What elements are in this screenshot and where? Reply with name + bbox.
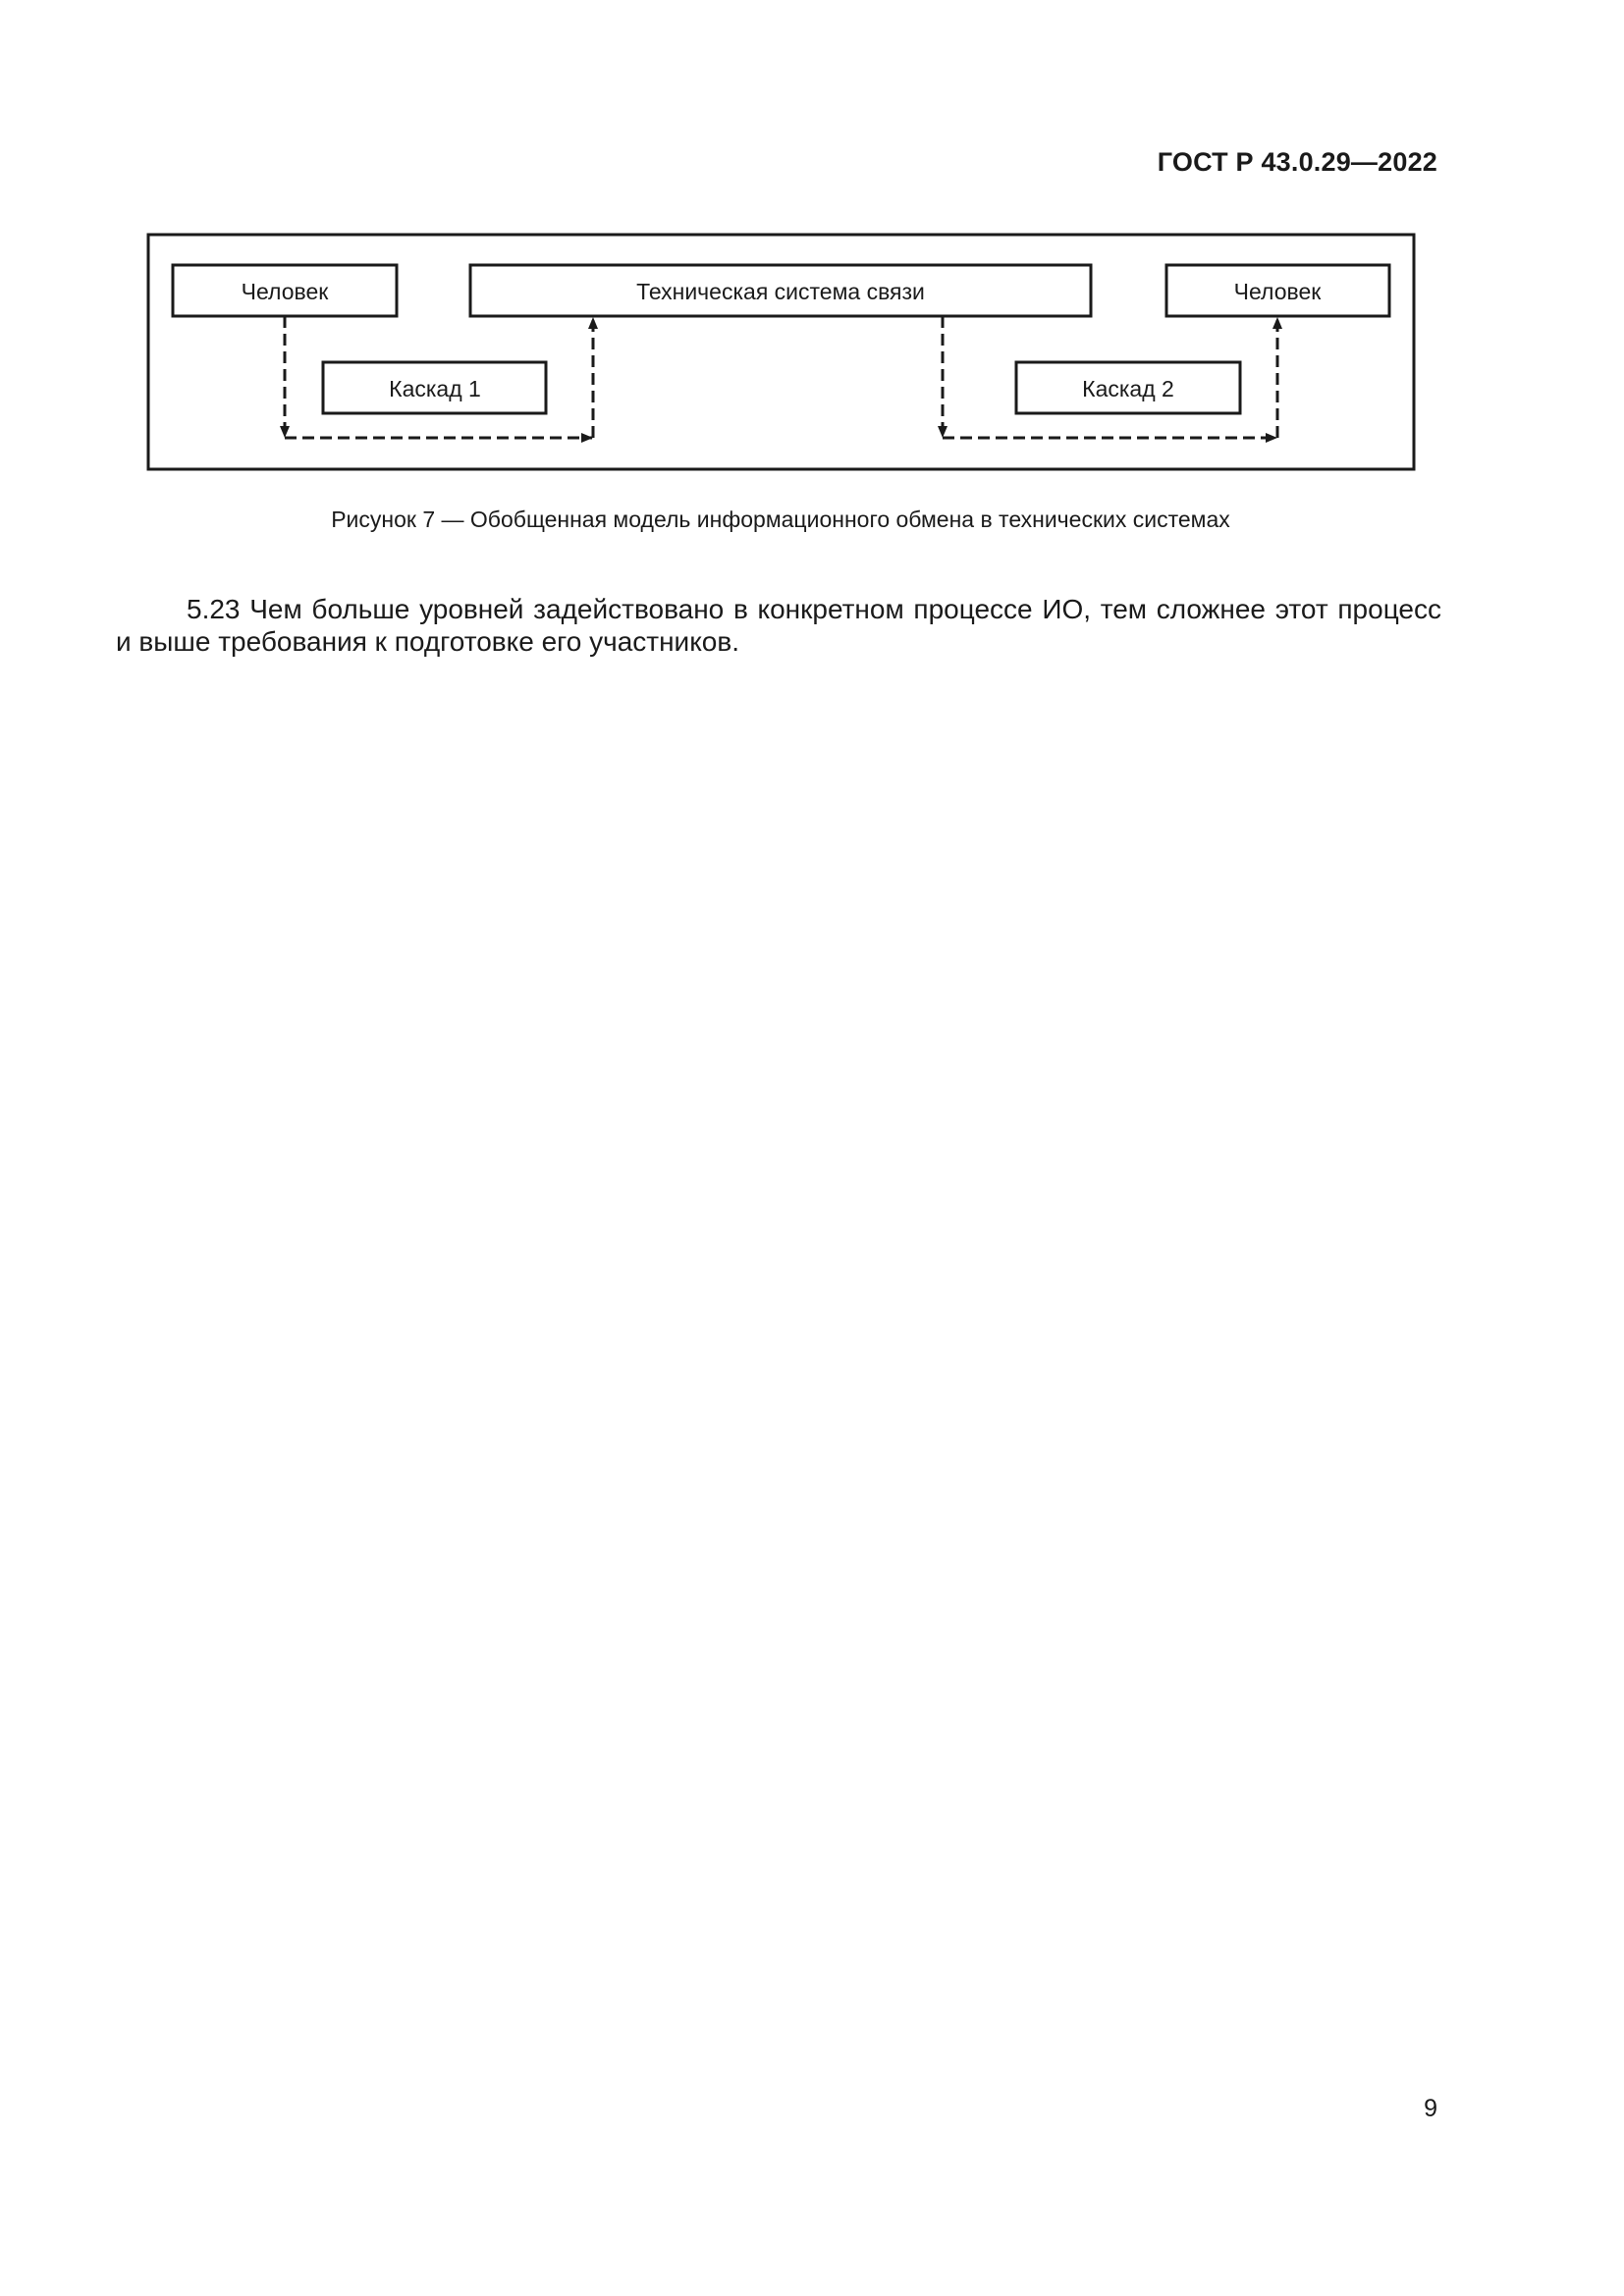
paragraph-5-23: 5.23 Чем больше уровней задействовано в конкретном процессе ИО, тем сложнее этот процесс и выше требования к подготовке его участников.	[116, 594, 1441, 657]
page-number: 9	[1424, 2095, 1437, 2122]
box-cascade-1-label: Каскад 1	[389, 376, 481, 401]
box-tech-system	[470, 265, 1091, 316]
box-person-right	[1166, 265, 1389, 316]
box-cascade-1	[323, 362, 546, 413]
document-code-header: ГОСТ Р 43.0.29—2022	[1157, 147, 1437, 177]
box-cascade-2-label: Каскад 2	[1082, 376, 1174, 401]
box-tech-system-label: Техническая система связи	[636, 279, 925, 304]
box-person-right-label: Человек	[1233, 279, 1322, 304]
figure-7-diagram	[0, 0, 1624, 491]
box-cascade-2	[1016, 362, 1240, 413]
box-person-left	[173, 265, 397, 316]
figure-caption: Рисунок 7 — Обобщенная модель информационного обмена в технических системах	[331, 507, 1230, 532]
box-person-left-label: Человек	[241, 279, 329, 304]
